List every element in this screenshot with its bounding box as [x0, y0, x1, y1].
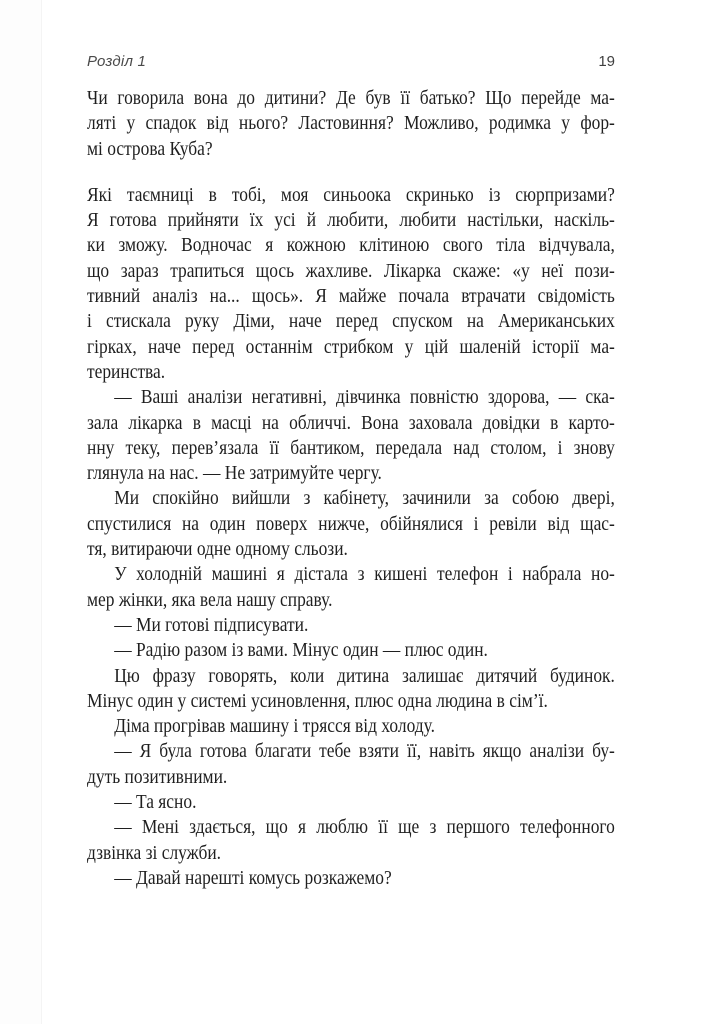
text-line: мер жінки, яка вела нашу справу.	[87, 588, 333, 611]
paragraph	[87, 739, 615, 790]
paragraph	[87, 385, 615, 486]
paragraph	[87, 815, 615, 866]
text-line: Діма прогрівав машину і трясся від холоду.	[114, 715, 435, 738]
text-line: гірках, наче перед останнім стрибком у цій шаленій історії ма-	[87, 335, 615, 358]
text-line: — Та ясно.	[114, 791, 197, 814]
running-header	[87, 53, 615, 70]
text-line: — Мені здається, що я люблю її ще з першого телефонного	[114, 816, 615, 839]
text-block	[87, 86, 615, 891]
text-line: ки зможу. Водночас я кожною клітиною свого тіла відчувала,	[87, 234, 615, 257]
paragraph	[87, 486, 615, 562]
page-number: 19	[598, 53, 615, 70]
text-line: мі острова Куба?	[87, 137, 213, 160]
paragraph	[87, 613, 615, 638]
text-line: Цю фразу говорять, коли дитина залишає дитячий будинок.	[114, 664, 615, 687]
text-line: тивний аналіз на... щось». Я майже почала втрачати свідомість	[87, 285, 615, 308]
text-line: тя, витираючи одне одному сльози.	[87, 538, 348, 561]
text-line: зала лікарка в масці на обличчі. Вона заховала довідки в карто-	[87, 411, 615, 434]
text-line: і стискала руку Діми, наче перед спуском на Американських	[87, 310, 615, 333]
text-line: — Ваші аналізи негативні, дівчинка повністю здорова, — ска-	[114, 386, 615, 409]
text-line: ляті у спадок від нього? Ластовиння? Можливо, родимка у фор-	[87, 112, 615, 135]
paragraph	[87, 790, 615, 815]
paragraph	[87, 86, 615, 162]
paragraph	[87, 714, 615, 739]
paragraph	[87, 562, 615, 613]
paragraph	[87, 638, 615, 663]
text-line: теринства.	[87, 360, 166, 383]
text-line: Я готова прийняти їх усі й любити, любити настільки, наскіль-	[87, 209, 615, 232]
text-line: Чи говорила вона до дитини? Де був її батько? Що перейде ма-	[87, 87, 615, 109]
paragraph	[87, 664, 615, 715]
text-line: Які таємниці в тобі, моя синьоока скринько із сюрпризами?	[87, 183, 615, 206]
text-line: У холодній машині я дістала з кишені телефон і набрала но-	[114, 563, 615, 586]
text-line: — Давай нарешті комусь розкажемо?	[114, 866, 392, 889]
text-line: — Ми готові підписувати.	[114, 613, 309, 636]
running-chapter-title: Розділ 1	[87, 53, 147, 70]
text-line: Мінус один у системі усиновлення, плюс одна людина в сім’ї.	[87, 689, 548, 712]
text-line: дуть позитивними.	[87, 765, 228, 788]
paragraph	[87, 183, 615, 385]
text-line: що зараз трапиться щось жахливе. Лікарка скаже: «у неї пози-	[87, 259, 615, 282]
text-line: — Я була готова благати тебе взяти її, навіть якщо аналізи бу-	[114, 740, 615, 763]
text-line: нну теку, перев’язала її бантиком, передала над столом, і знову	[87, 436, 615, 459]
text-line: спустилися на один поверх нижче, обійнялися і ревіли від щас-	[87, 512, 615, 535]
text-line: глянула на нас. — Не затримуйте чергу.	[87, 462, 382, 485]
text-line: Ми спокійно вийшли з кабінету, зачинили за собою двері,	[114, 487, 615, 510]
text-line: дзвінка зі служби.	[87, 841, 222, 864]
text-line: — Радію разом із вами. Мінус один — плюс один.	[114, 639, 488, 662]
page-edge-shadow	[0, 0, 42, 1024]
paragraph	[87, 866, 615, 891]
